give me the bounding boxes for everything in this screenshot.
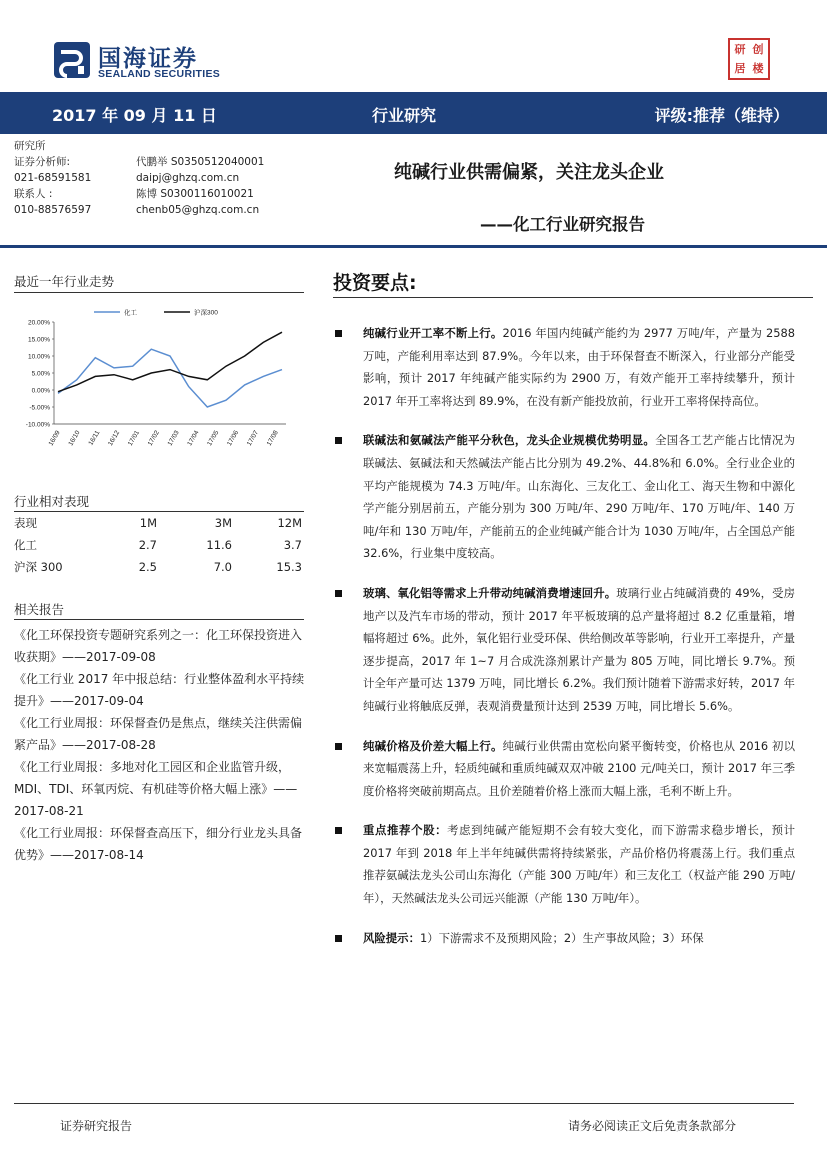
bullet-square-icon bbox=[335, 935, 342, 942]
report-subtitle: ——化工行业研究报告 bbox=[480, 215, 645, 234]
x-tick-label: 17/07 bbox=[245, 429, 261, 448]
related-report-link[interactable]: 《化工行业 2017 年中报总结：行业整体盈利水平持续提升》——2017-09-04 bbox=[14, 672, 305, 708]
investment-highlights-heading: 投资要点: bbox=[333, 272, 417, 294]
bullet-square-icon bbox=[335, 827, 342, 834]
contact-row: 联系人 : 陈博 S0300116010021 bbox=[14, 188, 254, 200]
bullet-square-icon bbox=[335, 590, 342, 597]
related-report-link[interactable]: 《化工行业周报：多地对化工园区和企业监管升级，MDI、TDI、环氧丙烷、有机硅等价格大幅上涨》——2017-08-21 bbox=[14, 760, 298, 818]
investment-highlights bbox=[333, 322, 795, 949]
related-report-link[interactable]: 《化工行业周报：环保督查高压下，细分行业龙头具备优势》——2017-08-14 bbox=[14, 826, 303, 862]
perf-heading: 行业相对表现 bbox=[14, 494, 90, 509]
brand-name-en: SEALAND SECURITIES bbox=[98, 68, 221, 80]
legend-label: 化工 bbox=[124, 309, 137, 317]
x-tick-label: 17/02 bbox=[146, 429, 161, 448]
related-report-link[interactable]: 《化工环保投资专题研究系列之一：化工环保投资进入收获期》——2017-09-08 bbox=[14, 628, 303, 664]
title-divider bbox=[0, 245, 827, 248]
list-item: 重点推荐个股：考虑到纯碱产能短期不会有较大变化，而下游需求稳步增长，预计 2017 年到 2018 年上半年纯碱供需将持续紧张，产品价格仍将震荡上行。我们重点推荐氨碱法龙头公司山东海化（产能 300 万吨/年）和三友化工（权益产能 290 万吨/年），天然碱法龙头公司远兴能源（产能 130 万吨/年）。 bbox=[333, 819, 795, 909]
footer-disclaimer: 请务必阅读正文后免责条款部分 bbox=[568, 1119, 737, 1133]
trend-heading: 最近一年行业走势 bbox=[14, 274, 115, 289]
table-row: 沪深 300 2.5 7.0 15.3 bbox=[14, 560, 302, 574]
footer-label: 证券研究报告 bbox=[60, 1119, 133, 1133]
list-item: 纯碱价格及价差大幅上行。纯碱行业供需由宽松向紧平衡转变，价格也从 2016 初以来宽幅震荡上升，轻质纯碱和重质纯碱双双冲破 2100 元/吨关口，预计 2017 年三季度价格将突破前期高点。且价差随着价格上涨而大幅上涨，毛利不断上升。 bbox=[333, 735, 795, 803]
y-tick-label: 10.00% bbox=[27, 353, 50, 361]
reports-heading: 相关报告 bbox=[14, 602, 65, 617]
sealand-logo-icon bbox=[52, 40, 92, 80]
table-row: 化工 2.7 11.6 3.7 bbox=[14, 538, 302, 552]
seal-stamp-icon: 研 创 居 楼 bbox=[728, 38, 770, 80]
x-tick-label: 17/01 bbox=[126, 429, 142, 448]
industry-trend-chart bbox=[14, 302, 304, 452]
y-tick-label: -5.00% bbox=[29, 404, 50, 412]
y-tick-label: 15.00% bbox=[27, 336, 50, 344]
x-tick-label: 17/05 bbox=[206, 429, 221, 448]
main-heading-rule bbox=[333, 297, 813, 298]
list-item: 玻璃、氧化铝等需求上升带动纯碱消费增速回升。玻璃行业占纯碱消费的 49%，受房地产以及汽车市场的带动，预计 2017 年平板玻璃的总产量将超过 8.2 亿重量箱，增幅将超过 6%。此外，氧化铝行业受环保、供给侧改革等影响，行业开工率提升，产量逐步提高，2017 年 1~7 月合成洗涤剂累计产量为 805 万吨，同比增长 9.7%。预计全年产量可达 1379 万吨，同比增长 6.2%。我们预计随着下游需求好转，2017 年纯碱行业将触底反弹，表观消费量预计达到 2539 万吨，同比增长 5.6%。 bbox=[333, 582, 795, 718]
list-item: 风险提示：1）下游需求不及预期风险；2）生产事故风险；3）环保 bbox=[333, 927, 795, 950]
y-tick-label: 5.00% bbox=[31, 370, 50, 378]
table-header-row: 表现 1M 3M 12M bbox=[14, 516, 302, 530]
report-category: 行业研究 bbox=[372, 106, 437, 125]
x-tick-label: 17/04 bbox=[186, 429, 201, 448]
contacts-heading: 研究所 bbox=[14, 140, 46, 152]
bullet-square-icon bbox=[335, 437, 342, 444]
legend-label: 沪深300 bbox=[194, 309, 218, 317]
y-tick-label: -10.00% bbox=[25, 421, 50, 429]
footer-divider bbox=[14, 1103, 794, 1104]
related-reports-list bbox=[14, 624, 306, 866]
x-tick-label: 17/08 bbox=[265, 429, 280, 448]
report-date: 2017 年 09 月 11 日 bbox=[52, 106, 217, 125]
y-tick-label: 0.00% bbox=[31, 387, 50, 395]
reports-heading-rule bbox=[14, 619, 304, 620]
x-tick-label: 17/03 bbox=[166, 429, 181, 448]
report-rating: 评级:推荐（维持） bbox=[654, 106, 789, 125]
x-tick-label: 16/12 bbox=[107, 429, 122, 448]
bullet-square-icon bbox=[335, 743, 342, 750]
analyst-contacts bbox=[14, 138, 304, 218]
report-title: 纯碱行业供需偏紧，关注龙头企业 bbox=[394, 162, 664, 183]
contact-row: 021-68591581 daipj@ghzq.com.cn bbox=[14, 172, 240, 184]
list-item: 联碱法和氨碱法产能平分秋色，龙头企业规模优势明显。全国各工艺产能占比情况为联碱法、氨碱法和天然碱法产能占比分别为 49.2%、44.8%和 6.0%。全行业企业的平均产能规模为 74.3 万吨/年。山东海化、三友化工、金山化工、海天生物和中源化学产能分别居前五，产能分别为 300 万吨/年、290 万吨/年、170 万吨/年、140 万吨/年和 130 万吨/年，产能前五的企业纯碱产能合计为 1030 万吨/年，占全国总产能 32.6%，行业集中度较高。 bbox=[333, 429, 795, 565]
list-item: 纯碱行业开工率不断上行。2016 年国内纯碱产能约为 2977 万吨/年，产量为 2588 万吨，产能利用率达到 87.9%。今年以来，由于环保督查不断深入，行业部分产能受影响，预计 2017 年纯碱产能实际约为 2900 万，有效产能开工率持续攀升，预计 2017 年开工率将达到 89.9%，在没有新产能投放前，行业开工率将保持高位。 bbox=[333, 322, 795, 412]
company-logo bbox=[52, 36, 262, 88]
related-report-link[interactable]: 《化工行业周报：环保督查仍是焦点，继续关注供需偏紧产品》——2017-08-28 bbox=[14, 716, 303, 752]
y-tick-label: 20.00% bbox=[27, 319, 50, 327]
header-banner bbox=[0, 92, 827, 134]
bullet-square-icon bbox=[335, 330, 342, 337]
x-tick-label: 16/10 bbox=[67, 429, 82, 448]
x-tick-label: 16/09 bbox=[47, 429, 62, 448]
x-tick-label: 17/06 bbox=[225, 429, 241, 448]
brand-name-cn: 国海证券 bbox=[98, 46, 198, 72]
x-tick-label: 16/11 bbox=[87, 429, 102, 447]
performance-table bbox=[14, 512, 304, 578]
contact-row: 010-88576597 chenb05@ghzq.com.cn bbox=[14, 204, 260, 216]
trend-heading-rule bbox=[14, 292, 304, 293]
contact-row: 证券分析师: 代鹏举 S0350512040001 bbox=[14, 156, 265, 168]
